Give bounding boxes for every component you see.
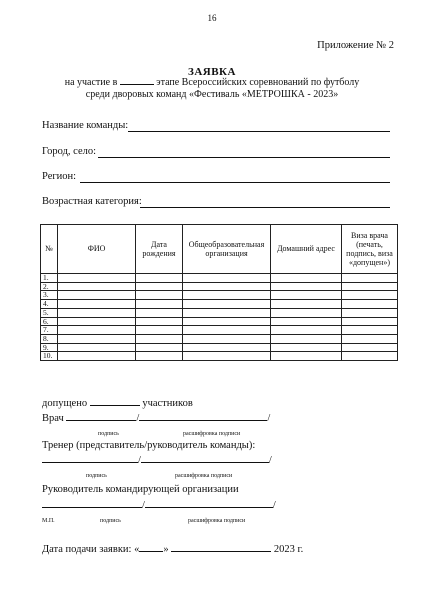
roster-table (40, 224, 398, 361)
head-signature-blank[interactable] (42, 507, 142, 508)
row-number: 3. (41, 291, 58, 300)
cell[interactable] (136, 352, 183, 361)
cell[interactable] (342, 308, 398, 317)
row-number: 8. (41, 334, 58, 343)
cell[interactable] (58, 282, 136, 291)
age-category-label: Возрастная категория: (42, 196, 142, 207)
table-row (41, 343, 398, 352)
cell[interactable] (183, 343, 271, 352)
table-row (41, 291, 398, 300)
row-number: 4. (41, 300, 58, 309)
cell[interactable] (58, 291, 136, 300)
cell[interactable] (271, 291, 342, 300)
table-row (41, 282, 398, 291)
row-number: 1. (41, 274, 58, 283)
seal-caption: М.П. (42, 518, 55, 524)
cell[interactable] (183, 300, 271, 309)
header-birth-date: Дата рождения (136, 225, 183, 274)
table-row (41, 334, 398, 343)
cell[interactable] (342, 274, 398, 283)
coach-decoding-blank[interactable] (141, 462, 269, 463)
region-label: Регион: (42, 171, 77, 182)
cell[interactable] (136, 343, 183, 352)
submit-date-mid: » (163, 544, 169, 555)
cell[interactable] (271, 274, 342, 283)
admitted-count-blank[interactable] (90, 405, 140, 406)
appendix-label: Приложение № 2 (317, 40, 394, 51)
cell[interactable] (58, 300, 136, 309)
cell[interactable] (271, 300, 342, 309)
cell[interactable] (342, 326, 398, 335)
admitted-line (42, 398, 193, 409)
cell[interactable] (342, 282, 398, 291)
city-label: Город, село: (42, 146, 97, 157)
cell[interactable] (183, 334, 271, 343)
coach-signature-caption: подпись (86, 473, 107, 479)
head-line: / / (42, 500, 276, 511)
cell[interactable] (271, 343, 342, 352)
table-header-row (41, 225, 398, 274)
cell[interactable] (58, 334, 136, 343)
cell[interactable] (58, 326, 136, 335)
cell[interactable] (58, 308, 136, 317)
cell[interactable] (342, 352, 398, 361)
table-row (41, 326, 398, 335)
doctor-line: Врач / / (42, 413, 271, 424)
cell[interactable] (342, 291, 398, 300)
region-input-line[interactable] (80, 182, 390, 183)
page-number: 16 (207, 13, 217, 23)
submit-month-blank[interactable] (171, 551, 271, 552)
cell[interactable] (271, 352, 342, 361)
cell[interactable] (342, 317, 398, 326)
cell[interactable] (183, 282, 271, 291)
city-input-line[interactable] (98, 157, 390, 158)
cell[interactable] (136, 282, 183, 291)
cell[interactable] (271, 317, 342, 326)
cell[interactable] (183, 274, 271, 283)
cell[interactable] (271, 282, 342, 291)
cell[interactable] (183, 291, 271, 300)
row-number: 10. (41, 352, 58, 361)
cell[interactable] (58, 352, 136, 361)
cell[interactable] (136, 317, 183, 326)
cell[interactable] (271, 334, 342, 343)
cell[interactable] (136, 334, 183, 343)
table-row (41, 274, 398, 283)
coach-signature-blank[interactable] (42, 462, 138, 463)
row-number: 6. (41, 317, 58, 326)
cell[interactable] (58, 274, 136, 283)
table-row (41, 308, 398, 317)
admitted-suffix: участников (142, 398, 193, 409)
doctor-label: Врач (42, 413, 64, 424)
age-category-input-line[interactable] (140, 207, 390, 208)
head-decoding-blank[interactable] (145, 507, 273, 508)
cell[interactable] (183, 326, 271, 335)
submit-day-blank[interactable] (139, 551, 163, 552)
table-row (41, 300, 398, 309)
row-number: 9. (41, 343, 58, 352)
header-home-address: Домашний адрес (271, 225, 342, 274)
cell[interactable] (58, 317, 136, 326)
cell[interactable] (271, 326, 342, 335)
stage-blank[interactable] (120, 84, 154, 85)
subtitle-prefix: на участие в (64, 77, 118, 88)
cell[interactable] (342, 300, 398, 309)
cell[interactable] (136, 300, 183, 309)
subtitle-line-1 (0, 77, 424, 88)
doctor-decoding-caption: расшифровка подписи (183, 431, 241, 437)
coach-decoding-caption: расшифровка подписи (175, 473, 233, 479)
admitted-prefix: допущено (42, 398, 88, 409)
table-row (41, 317, 398, 326)
row-number: 5. (41, 308, 58, 317)
header-school: Общеобразовательная организация (183, 225, 271, 274)
table-row (41, 352, 398, 361)
subtitle-suffix: этапе Всероссийских соревнований по футболу (156, 77, 360, 88)
submit-date-label: Дата подачи заявки: « (42, 544, 140, 555)
cell[interactable] (271, 308, 342, 317)
coach-line: / / (42, 455, 272, 466)
cell[interactable] (136, 274, 183, 283)
cell[interactable] (136, 291, 183, 300)
row-number: 2. (41, 282, 58, 291)
cell[interactable] (183, 308, 271, 317)
submit-date-line (42, 544, 303, 555)
cell[interactable] (58, 343, 136, 352)
head-signature-caption: подпись (100, 518, 121, 524)
cell[interactable] (136, 326, 183, 335)
cell[interactable] (342, 334, 398, 343)
submit-year: 2023 г. (273, 544, 304, 555)
team-name-label: Название команды: (42, 120, 129, 131)
header-doctor-visa: Виза врача (печать, подпись, виза «допущен») (342, 225, 398, 274)
doctor-decoding-blank[interactable] (139, 420, 267, 421)
doctor-signature-caption: подпись (98, 431, 119, 437)
coach-label: Тренер (представитель/руководитель команды): (42, 440, 256, 451)
head-decoding-caption: расшифровка подписи (188, 518, 246, 524)
header-full-name: ФИО (58, 225, 136, 274)
document-title: ЗАЯВКА (188, 66, 236, 78)
subtitle-line-2: среди дворовых команд «Фестиваль «МЕТРОШКА - 2023» (85, 89, 339, 100)
cell[interactable] (136, 308, 183, 317)
header-number: № (41, 225, 58, 274)
cell[interactable] (342, 343, 398, 352)
cell[interactable] (183, 352, 271, 361)
row-number: 7. (41, 326, 58, 335)
doctor-signature-blank[interactable] (66, 420, 136, 421)
head-label: Руководитель командирующей организации (42, 484, 239, 495)
cell[interactable] (183, 317, 271, 326)
team-name-input-line[interactable] (128, 131, 390, 132)
